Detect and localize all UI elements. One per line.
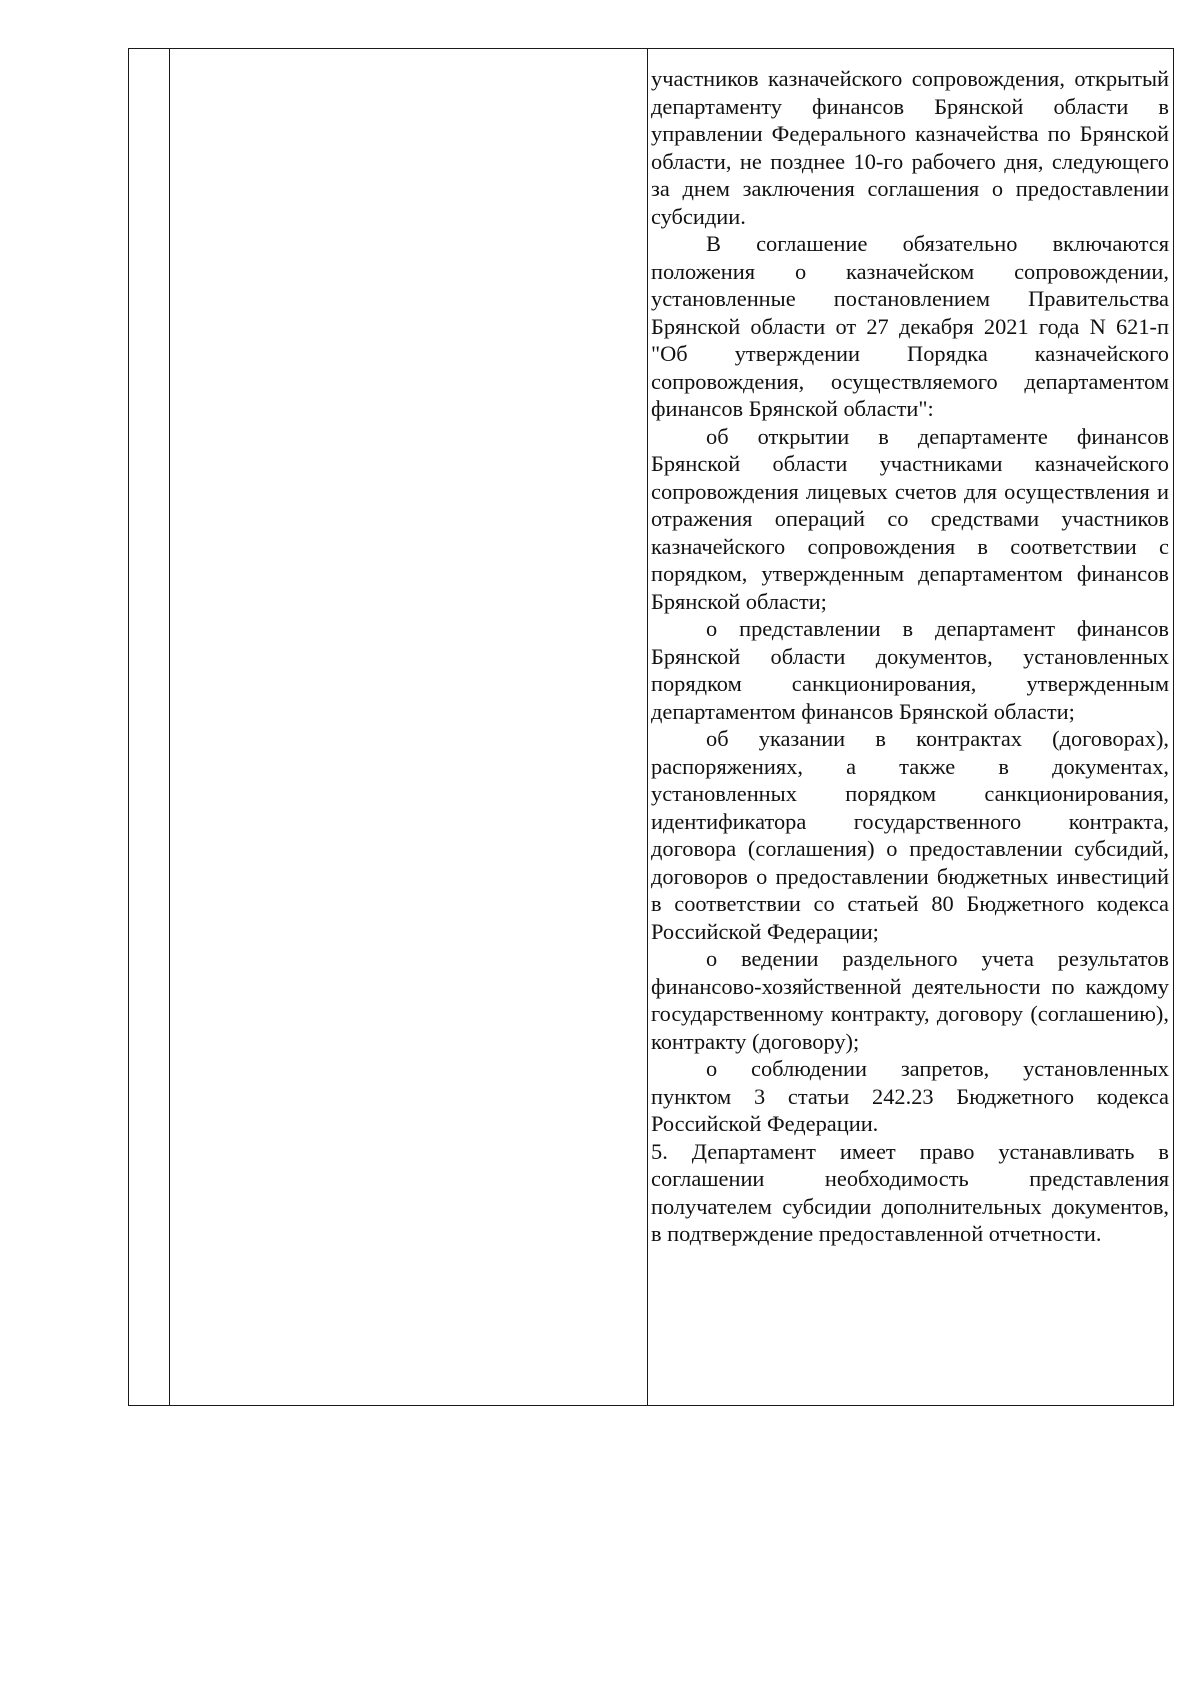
table-column-divider	[169, 49, 170, 1405]
paragraph-submitting-documents: о представлении в департамент финансов Брянской области документов, установленных порядком санкционирования, утвержденным департаментом финансов Брянской области;	[651, 616, 1169, 724]
paragraph-agreement-provisions: В соглашение обязательно включаются положения о казначейском сопровождении, установленные постановлением Правительства Брянской области от 27 декабря 2021 года N 621-п "Об утверждении Порядка казначейского сопровождения, осуществляемого департаментом финансов Брянской области":	[651, 231, 1169, 421]
paragraph-contract-identifier: об указании в контрактах (договорах), распоряжениях, а также в документах, установленных порядком санкционирования, идентификатора государственного контракта, договора (соглашения) о предоставлении субсидий, договоров о предоставлении бюджетных инвестиций в соответствии со статьей 80 Бюджетного кодекса Российской Федерации;	[651, 726, 1169, 944]
paragraph-prohibitions: о соблюдении запретов, установленных пунктом 3 статьи 242.23 Бюджетного кодекса Российской Федерации.	[651, 1056, 1169, 1136]
document-table	[128, 48, 1174, 1406]
table-text-cell	[651, 65, 1169, 1248]
table-column-divider	[647, 49, 648, 1405]
paragraph-opening-accounts: об открытии в департаменте финансов Брянской области участниками казначейского сопровождения лицевых счетов для осуществления и отражения операций со средствами участников казначейского сопровождения в соответствии с порядком, утвержденным департаментом финансов Брянской области;	[651, 423, 1169, 614]
paragraph-item-5: 5. Департамент имеет право устанавливать в соглашении необходимость представления получателем субсидии дополнительных документов, в подтверждение предоставленной отчетности.	[651, 1138, 1169, 1246]
paragraph-separate-accounting: о ведении раздельного учета результатов финансово-хозяйственной деятельности по каждому государственному контракту, договору (соглашению), контракту (договору);	[651, 946, 1169, 1054]
paragraph-recipient-account: участников казначейского сопровождения, открытый департаменту финансов Брянской области в управлении Федерального казначейства по Брянской области, не позднее 10-го рабочего дня, следующего за днем заключения соглашения о предоставлении субсидии.	[651, 66, 1169, 229]
